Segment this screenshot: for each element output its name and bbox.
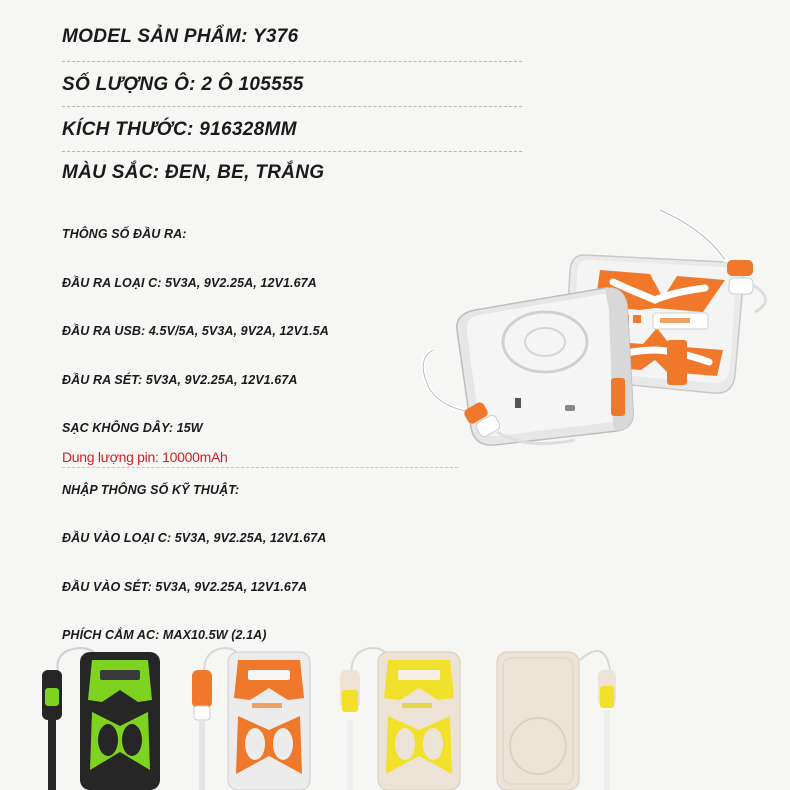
model-line: MODEL SẢN PHẨM: Y376 — [62, 26, 299, 47]
input-lightning: ĐẦU VÀO SÉT: 5V3A, 9V2.25A, 12V1.67A — [62, 580, 308, 594]
output-title: THÔNG SỐ ĐẦU RA: — [62, 227, 187, 241]
variant-black-green — [42, 648, 160, 790]
power-bank-hero-image — [405, 200, 790, 450]
color-line: MÀU SẮC: ĐEN, BE, TRẮNG — [62, 162, 325, 183]
output-typec: ĐẦU RA LOẠI C: 5V3A, 9V2.25A, 12V1.67A — [62, 276, 317, 290]
color-variants-image — [0, 640, 790, 790]
separator — [62, 61, 522, 62]
size-line: KÍCH THƯỚC: 916328MM — [62, 119, 297, 140]
separator — [62, 467, 458, 468]
input-title: NHẬP THÔNG SỐ KỸ THUẬT: — [62, 483, 240, 497]
input-ac: PHÍCH CẮM AC: MAX10.5W (2.1A) — [62, 628, 267, 642]
variant-beige-yellow — [340, 648, 460, 790]
separator — [62, 106, 522, 107]
variant-beige-back — [497, 651, 616, 790]
output-usb: ĐẦU RA USB: 4.5V/5A, 5V3A, 9V2A, 12V1.5A — [62, 324, 329, 338]
input-typec: ĐẦU VÀO LOẠI C: 5V3A, 9V2.25A, 12V1.67A — [62, 531, 327, 545]
battery-capacity: Dung lượng pin: 10000mAh — [62, 449, 228, 465]
output-lightning: ĐẦU RA SÉT: 5V3A, 9V2.25A, 12V1.67A — [62, 373, 298, 387]
separator — [62, 151, 522, 152]
output-wireless: SẠC KHÔNG DÂY: 15W — [62, 421, 203, 435]
variant-white-orange — [192, 648, 310, 790]
port-count-line: SỐ LƯỢNG Ô: 2 Ô 105555 — [62, 74, 304, 95]
